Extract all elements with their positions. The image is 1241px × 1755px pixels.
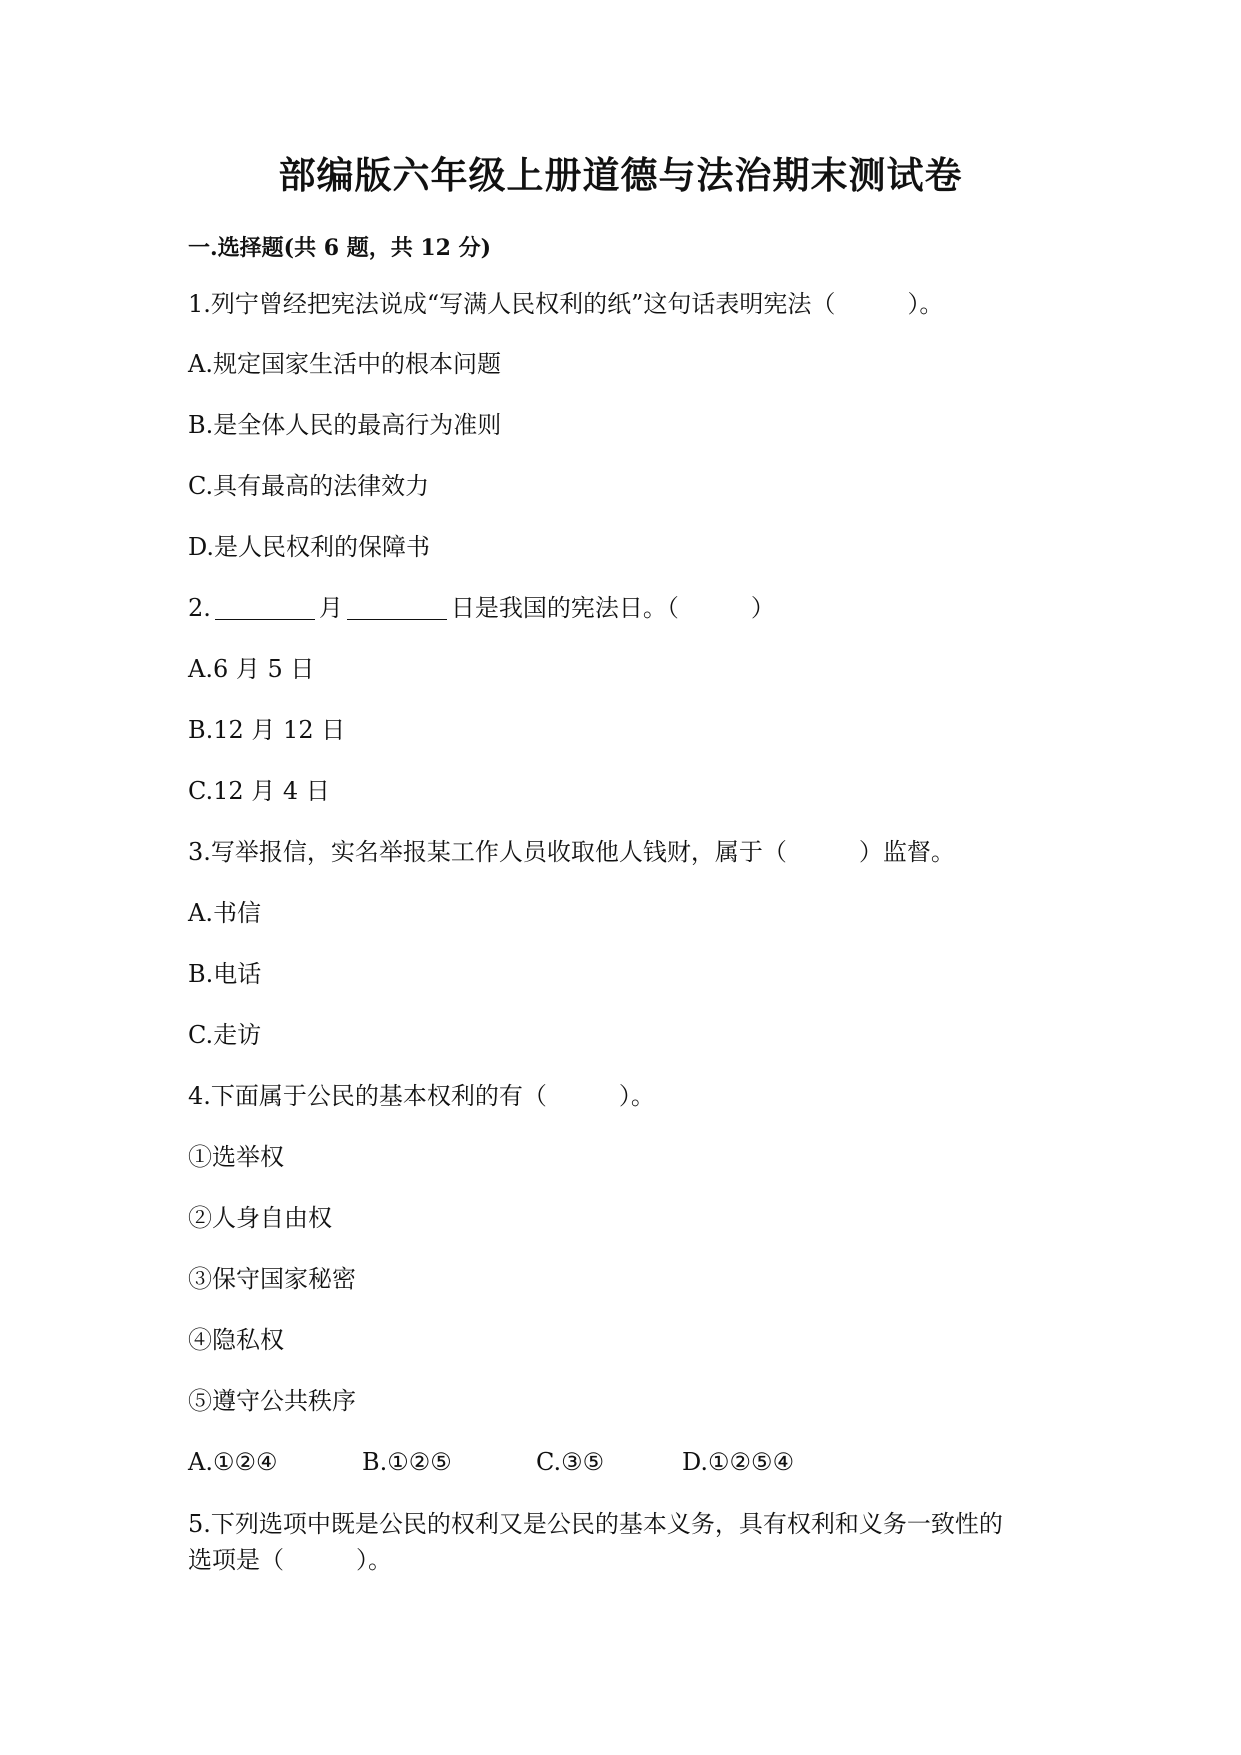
question-1-option-d: D.是人民权利的保障书 <box>188 533 431 561</box>
question-2-stem-end: ） <box>750 594 775 622</box>
question-4-item-4: ④隐私权 <box>188 1326 284 1354</box>
section-heading-choice: 一.选择题(共 6 题，共 12 分) <box>188 235 492 261</box>
question-3-stem-end: ）监督。 <box>858 838 955 866</box>
question-2-number: 2. <box>188 594 211 622</box>
question-1-option-b: B.是全体人民的最高行为准则 <box>188 411 502 439</box>
question-4-stem-end: ）。 <box>618 1082 655 1110</box>
page-title: 部编版六年级上册道德与法治期末测试卷 <box>278 153 963 197</box>
question-1-option-a: A.规定国家生活中的根本问题 <box>188 350 501 378</box>
question-5-stem-line-2 <box>188 1543 1068 1577</box>
question-2-option-b: B.12 月 12 日 <box>188 716 346 744</box>
question-4-option-a: A.①②④ <box>188 1448 278 1476</box>
question-1-stem-text: 1.列宁曾经把宪法说成“写满人民权利的纸”这句话表明宪法（ <box>188 290 836 318</box>
question-4-stem <box>188 1080 655 1112</box>
question-2-option-c: C.12 月 4 日 <box>188 777 330 805</box>
fill-blank-month <box>215 595 315 620</box>
question-5-stem-text: 选项是（ <box>188 1546 284 1574</box>
question-4-stem-text: 4.下面属于公民的基本权利的有（ <box>188 1082 547 1110</box>
question-4-item-3: ③保守国家秘密 <box>188 1265 356 1293</box>
question-5-stem-line-1: 5.下列选项中既是公民的权利又是公民的基本义务，具有权利和义务一致性的 <box>188 1510 1003 1538</box>
question-3-option-a: A.书信 <box>188 899 261 927</box>
fill-blank-day <box>347 595 447 620</box>
question-4-option-b: B.①②⑤ <box>362 1448 452 1476</box>
question-2-stem-text: 日是我国的宪法日。（ <box>450 594 679 622</box>
question-3-stem-text: 3.写举报信，实名举报某工作人员收取他人钱财，属于（ <box>188 838 787 866</box>
question-3-option-b: B.电话 <box>188 960 262 988</box>
question-1-stem <box>188 288 943 320</box>
question-4-item-2: ②人身自由权 <box>188 1204 332 1232</box>
question-1-stem-end: ）。 <box>907 290 944 318</box>
question-4-item-1: ①选举权 <box>188 1143 284 1171</box>
question-4-option-c: C.③⑤ <box>536 1448 605 1476</box>
question-1-option-c: C.具有最高的法律效力 <box>188 472 430 500</box>
question-2-stem <box>188 592 775 624</box>
question-2-month-label: 月 <box>318 594 343 622</box>
question-3-stem <box>188 836 955 868</box>
question-3-option-c: C.走访 <box>188 1021 262 1049</box>
question-5-stem-end: ）。 <box>356 1546 392 1574</box>
question-4-item-5: ⑤遵守公共秩序 <box>188 1387 356 1415</box>
question-4-option-d: D.①②⑤④ <box>682 1448 795 1476</box>
question-2-option-a: A.6 月 5 日 <box>188 655 315 683</box>
